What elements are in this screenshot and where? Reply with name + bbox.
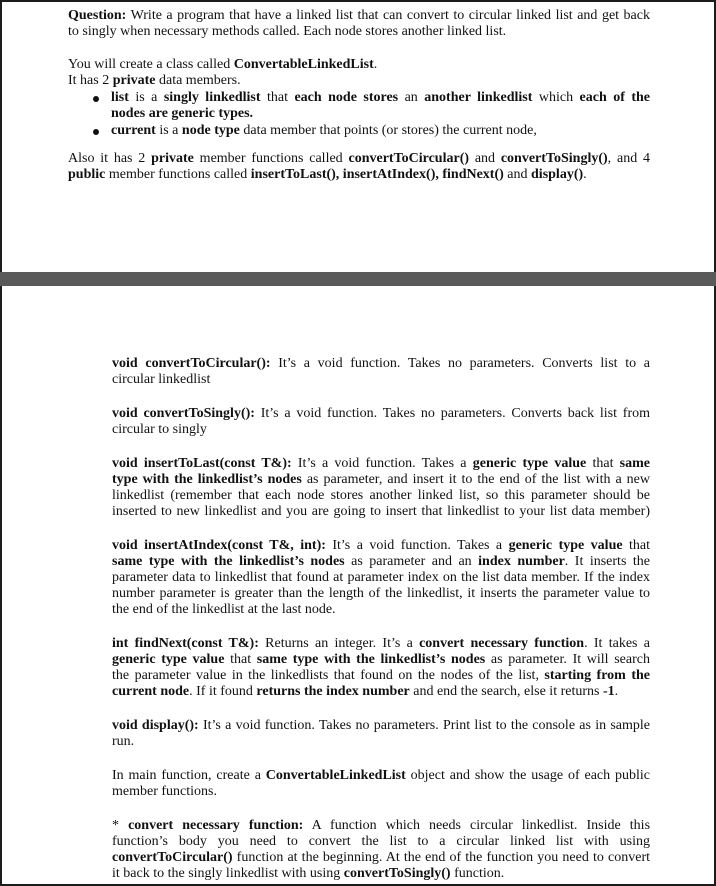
fn-insert-to-last-line-3: linkedlist (remember that each node stores another linked list, so this parameter should be (112, 488, 650, 503)
bullet-current: current is a node type data member that points (or stores) the current node, (111, 123, 537, 138)
note-line-1: * convert necessary function: A function which needs circular linkedlist. Inside this (112, 818, 651, 833)
also-line-1: Also it has 2 private member functions called convertToCircular() and convertToSingly(), and 4 (68, 151, 650, 166)
fn-insert-to-last-line-1: void insertToLast(const T&): It’s a void function. Takes a generic type value that same (112, 456, 650, 471)
intro-line-1: You will create a class called ConvertableLinkedList. (68, 57, 378, 72)
main-line-2: member functions. (112, 784, 217, 799)
page-divider (0, 272, 716, 286)
also-line-2: public member functions called insertToLast(), insertAtIndex(), findNext() and display(). (68, 167, 587, 182)
bullet-icon (93, 129, 99, 135)
fn-insert-at-index-line-4: number parameter is greater than the length of the linkedlist, it inserts the parameter value to (112, 586, 650, 601)
fn-find-next-line-3: the parameter value in the linkedlists that found on the nodes of the list, starting from the (112, 668, 650, 683)
fn-convert-to-singly-line-2: circular to singly (112, 422, 207, 437)
fn-display-line-1: void display(): It’s a void function. Takes no parameters. Print list to the console as in sample (112, 718, 650, 733)
fn-convert-to-circular-line-1: void convertToCircular(): It’s a void function. Takes no parameters. Converts list to a (112, 356, 650, 371)
fn-find-next-line-2: generic type value that same type with the linkedlist’s nodes as parameter. It will search (112, 652, 650, 667)
note-line-4: it back to the singly linkedlist with using convertToSingly() function. (112, 866, 505, 881)
fn-convert-to-singly-line-1: void convertToSingly(): It’s a void function. Takes no parameters. Converts back list from (112, 406, 650, 421)
question-line-2: to singly when necessary methods called. Each node stores another linked list. (68, 24, 507, 39)
fn-find-next-line-4: current node. If it found returns the index number and end the search, else it returns -1. (112, 684, 619, 699)
functions-panel (0, 286, 716, 886)
main-line-1: In main function, create a ConvertableLinkedList object and show the usage of each public (112, 768, 650, 783)
fn-display-line-2: run. (112, 734, 135, 749)
question-line-1: Question: Write a program that have a linked list that can convert to circular linked list and get back (68, 8, 650, 23)
intro-line-2: It has 2 private data members. (68, 73, 241, 88)
bullet-list-line-1: list is a singly linkedlist that each node stores an another linkedlist which each of the (111, 90, 650, 105)
question-panel (0, 0, 716, 276)
fn-insert-at-index-line-5: the end of the linkedlist at the last node. (112, 602, 336, 617)
fn-insert-at-index-line-1: void insertAtIndex(const T&, int): It’s a void function. Takes a generic type value that (112, 538, 651, 553)
note-line-3: convertToCircular() function at the beginning. At the end of the function you need to convert (112, 850, 650, 865)
fn-insert-to-last-line-4: inserted to new linkedlist and you are going to insert that linkedlist to your list data member) (112, 504, 650, 519)
fn-find-next-line-1: int findNext(const T&): Returns an integer. It’s a convert necessary function. It takes a (112, 636, 650, 651)
fn-insert-to-last-line-2: type with the linkedlist’s nodes as parameter, and insert it to the end of the list with a new (112, 472, 650, 487)
note-line-2: function’s body you need to convert the list to a circular linked list with using (112, 834, 650, 849)
fn-insert-at-index-line-2: same type with the linkedlist’s nodes as parameter and an index number. It inserts the (112, 554, 650, 569)
bullet-icon (93, 96, 99, 102)
bullet-list-line-2: nodes are generic types. (111, 106, 254, 121)
fn-convert-to-circular-line-2: circular linkedlist (112, 372, 211, 387)
fn-insert-at-index-line-3: parameter data to linkedlist that found at parameter index on the list data member. If the index (112, 570, 650, 585)
